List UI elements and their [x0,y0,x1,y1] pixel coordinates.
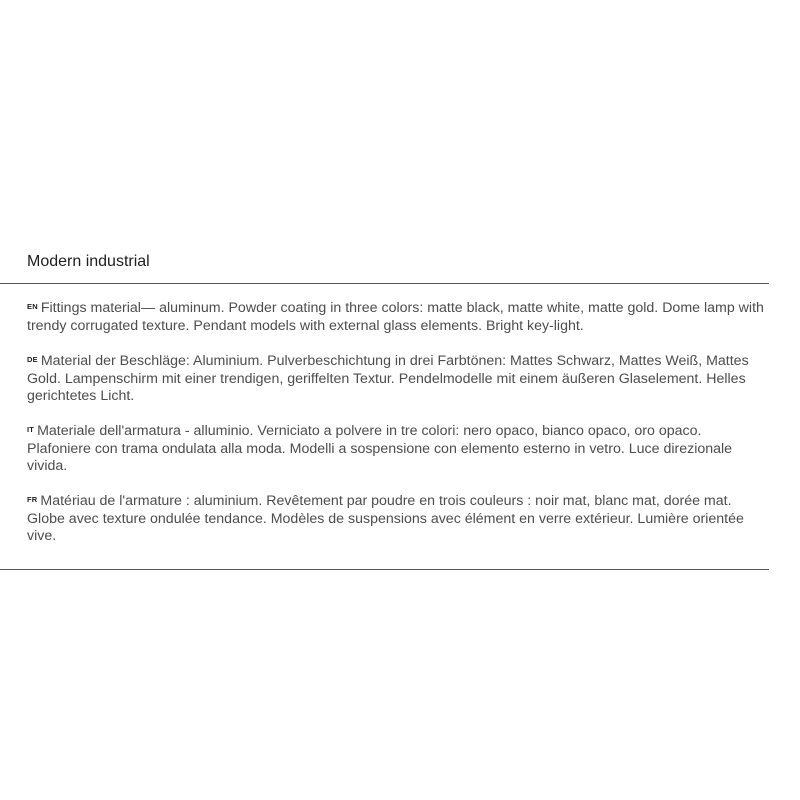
description-text-fr: Matériau de l'armature : aluminium. Revêtement par poudre en trois couleurs : noir mat, blanc mat, dorée mat. Globe avec texture ondulée tendance. Modèles de suspensions avec élément en verre extérieur. Lumière orientée vive. [27,493,744,544]
language-tag-it: IT [27,425,35,434]
language-tag-de: DE [27,355,38,364]
description-en [27,300,769,335]
description-text-de: Material der Beschläge: Aluminium. Pulverbeschichtung in drei Farbtönen: Mattes Schwarz, Mattes Weiß, Mattes Gold. Lampenschirm mit einer trendigen, geriffelten Textur. Pendelmodelle mit einem äußeren Glaselement. Helles gerichtetes Licht. [27,353,749,404]
description-de [27,353,769,405]
top-divider [0,283,769,284]
bottom-divider [0,569,769,570]
language-tag-en: EN [27,302,38,311]
description-it [27,423,769,475]
language-tag-fr: FR [27,495,38,504]
description-text-en: Fittings material— aluminum. Powder coating in three colors: matte black, matte white, matte gold. Dome lamp with trendy corrugated texture. Pendant models with external glass elements. Bright key-light. [27,300,764,334]
section-title: Modern industrial [27,253,150,270]
description-fr [27,493,769,545]
description-text-it: Materiale dell'armatura - alluminio. Verniciato a polvere in tre colori: nero opaco, bianco opaco, oro opaco. Plafoniere con trama ondulata alla moda. Modelli a sospensione con elemento esterno in vetro. Luce direzionale vivida. [27,423,733,474]
description-sections [27,300,769,563]
